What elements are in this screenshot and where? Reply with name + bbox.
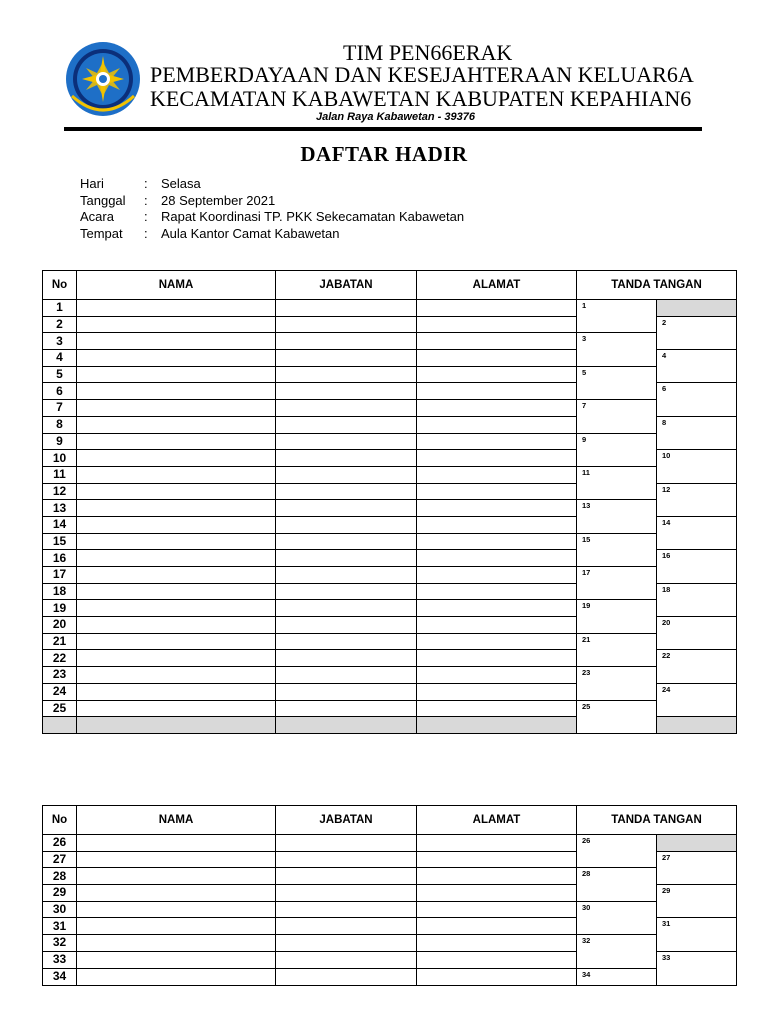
row-number: 15 [43,533,77,550]
jabatan-cell[interactable] [276,935,417,952]
nama-cell[interactable] [77,683,276,700]
row-number: 12 [43,483,77,500]
jabatan-cell[interactable] [276,483,417,500]
nama-cell[interactable] [77,416,276,433]
nama-cell[interactable] [77,935,276,952]
table-row [43,333,737,350]
table-row [43,533,737,550]
jabatan-cell[interactable] [276,683,417,700]
nama-cell[interactable] [77,918,276,935]
table-row [43,433,737,450]
signature-cell[interactable]: 10 [657,450,737,483]
info-key: Acara [80,209,114,224]
row-number: 23 [43,667,77,684]
row-number: 33 [43,951,77,968]
alamat-cell[interactable] [417,617,577,634]
signature-cell[interactable]: 4 [657,350,737,383]
table-row [43,300,737,317]
header-jabatan: JABATAN [276,806,417,835]
nama-cell[interactable] [77,333,276,350]
nama-cell[interactable] [77,433,276,450]
attendance-table-2 [42,805,737,986]
signature-cell[interactable]: 24 [657,683,737,716]
jabatan-cell[interactable] [276,516,417,533]
nama-cell[interactable] [77,450,276,467]
row-number: 10 [43,450,77,467]
signature-cell[interactable]: 25 [577,700,657,733]
alamat-cell[interactable] [417,350,577,367]
nama-cell[interactable] [77,951,276,968]
signature-shaded-cell [657,717,737,734]
alamat-cell[interactable] [417,583,577,600]
signature-cell[interactable]: 13 [577,500,657,533]
table-row [43,835,737,852]
info-value: Aula Kantor Camat Kabawetan [161,225,340,241]
alamat-cell[interactable] [417,700,577,717]
alamat-cell[interactable] [417,366,577,383]
table-row [43,500,737,517]
alamat-cell[interactable] [417,851,577,868]
table-row [43,667,737,684]
nama-cell[interactable] [77,300,276,317]
table-row [43,968,737,986]
document-title: DAFTAR HADIR [300,142,468,166]
jabatan-cell[interactable] [276,633,417,650]
row-number: 16 [43,550,77,567]
table-row [43,600,737,617]
jabatan-cell[interactable] [276,968,417,986]
row-number: 18 [43,583,77,600]
attendance-table-1 [42,270,737,734]
nama-cell[interactable] [77,633,276,650]
signature-shaded-cell [657,835,737,852]
signature-cell[interactable]: 23 [577,667,657,700]
row-number: 13 [43,500,77,517]
header-alamat: ALAMAT [417,271,577,300]
row-number: 21 [43,633,77,650]
signature-cell[interactable]: 1 [577,300,657,333]
row-number: 22 [43,650,77,667]
signature-cell[interactable]: 32 [577,935,657,968]
alamat-cell[interactable] [417,466,577,483]
nama-cell[interactable] [77,851,276,868]
signature-cell[interactable]: 21 [577,633,657,666]
header-nama: NAMA [77,271,276,300]
header-alamat: ALAMAT [417,806,577,835]
signature-cell[interactable]: 20 [657,617,737,650]
alamat-cell[interactable] [417,550,577,567]
alamat-cell[interactable] [417,416,577,433]
alamat-cell[interactable] [417,951,577,968]
info-sep: : [144,225,148,241]
footer-nama-cell [77,717,276,734]
nama-cell[interactable] [77,567,276,584]
jabatan-cell[interactable] [276,533,417,550]
alamat-cell[interactable] [417,316,577,333]
alamat-cell[interactable] [417,567,577,584]
org-line-2: PEMBERDAYAAN DAN KESEJAHTERAAN KELUAR6A [150,62,694,87]
nama-cell[interactable] [77,316,276,333]
alamat-cell[interactable] [417,516,577,533]
nama-cell[interactable] [77,650,276,667]
jabatan-cell[interactable] [276,617,417,634]
info-sep: : [144,209,148,224]
nama-cell[interactable] [77,885,276,902]
alamat-cell[interactable] [417,683,577,700]
jabatan-cell[interactable] [276,835,417,852]
nama-cell[interactable] [77,835,276,852]
info-key: Tanggal [80,192,126,208]
header-nama: NAMA [77,806,276,835]
jabatan-cell[interactable] [276,400,417,417]
row-number: 28 [43,868,77,885]
jabatan-cell[interactable] [276,450,417,467]
row-number: 24 [43,683,77,700]
header-no: No [43,271,77,300]
jabatan-cell[interactable] [276,500,417,517]
nama-cell[interactable] [77,583,276,600]
table-row [43,400,737,417]
row-number: 4 [43,350,77,367]
signature-cell[interactable]: 3 [577,333,657,366]
jabatan-cell[interactable] [276,901,417,918]
jabatan-cell[interactable] [276,383,417,400]
alamat-cell[interactable] [417,400,577,417]
row-number: 5 [43,366,77,383]
row-number: 14 [43,516,77,533]
signature-cell[interactable]: 17 [577,567,657,600]
row-number: 25 [43,700,77,717]
info-row-hari [80,176,464,193]
nama-cell[interactable] [77,400,276,417]
table-row [43,633,737,650]
nama-cell[interactable] [77,500,276,517]
signature-cell[interactable]: 33 [657,951,737,985]
table-row [43,366,737,383]
signature-cell[interactable]: 19 [577,600,657,633]
signature-cell[interactable]: 8 [657,416,737,449]
row-number: 1 [43,300,77,317]
alamat-cell[interactable] [417,667,577,684]
jabatan-cell[interactable] [276,650,417,667]
nama-cell[interactable] [77,700,276,717]
jabatan-cell[interactable] [276,951,417,968]
alamat-cell[interactable] [417,918,577,935]
row-number: 26 [43,835,77,852]
nama-cell[interactable] [77,366,276,383]
signature-cell[interactable]: 11 [577,466,657,499]
jabatan-cell[interactable] [276,851,417,868]
signature-cell[interactable]: 6 [657,383,737,416]
signature-cell[interactable]: 34 [577,968,657,986]
letterhead-rule [64,127,702,131]
alamat-cell[interactable] [417,650,577,667]
jabatan-cell[interactable] [276,416,417,433]
alamat-cell[interactable] [417,533,577,550]
signature-cell[interactable]: 9 [577,433,657,466]
info-row-tempat [80,226,464,243]
row-number: 2 [43,316,77,333]
nama-cell[interactable] [77,901,276,918]
jabatan-cell[interactable] [276,300,417,317]
info-key: Tempat [80,225,123,241]
info-value: 28 September 2021 [161,192,276,208]
table-header-row [43,806,737,835]
nama-cell[interactable] [77,350,276,367]
signature-cell[interactable]: 2 [657,316,737,349]
row-number: 27 [43,851,77,868]
info-sep: : [144,192,148,208]
jabatan-cell[interactable] [276,918,417,935]
signature-cell[interactable]: 27 [657,851,737,884]
jabatan-cell[interactable] [276,700,417,717]
row-number: 20 [43,617,77,634]
nama-cell[interactable] [77,550,276,567]
alamat-cell[interactable] [417,483,577,500]
signature-cell[interactable]: 28 [577,868,657,901]
nama-cell[interactable] [77,483,276,500]
alamat-cell[interactable] [417,433,577,450]
jabatan-cell[interactable] [276,333,417,350]
signature-cell[interactable]: 29 [657,885,737,918]
alamat-cell[interactable] [417,885,577,902]
header-no: No [43,806,77,835]
footer-no-cell [43,717,77,734]
signature-cell[interactable]: 26 [577,835,657,868]
jabatan-cell[interactable] [276,667,417,684]
nama-cell[interactable] [77,466,276,483]
nama-cell[interactable] [77,600,276,617]
signature-cell[interactable]: 31 [657,918,737,951]
jabatan-cell[interactable] [276,868,417,885]
info-row-acara [80,209,464,226]
signature-cell[interactable]: 18 [657,583,737,616]
table-row [43,935,737,952]
alamat-cell[interactable] [417,901,577,918]
signature-cell[interactable]: 7 [577,400,657,433]
org-line-1: TIM PEN66ERAK [343,40,513,65]
pkk-logo [64,38,142,120]
jabatan-cell[interactable] [276,366,417,383]
header-jabatan: JABATAN [276,271,417,300]
event-info [80,176,464,242]
footer-jabatan-cell [276,717,417,734]
alamat-cell[interactable] [417,835,577,852]
header-tanda-tangan: TANDA TANGAN [577,271,737,300]
alamat-cell[interactable] [417,450,577,467]
signature-cell[interactable]: 14 [657,516,737,549]
info-sep: : [144,176,148,191]
nama-cell[interactable] [77,868,276,885]
nama-cell[interactable] [77,383,276,400]
org-line-3: KECAMATAN KABAWETAN KABUPATEN KEPAHIAN6 [150,86,692,111]
jabatan-cell[interactable] [276,466,417,483]
row-number: 9 [43,433,77,450]
jabatan-cell[interactable] [276,350,417,367]
signature-cell[interactable]: 12 [657,483,737,516]
alamat-cell[interactable] [417,383,577,400]
row-number: 31 [43,918,77,935]
alamat-cell[interactable] [417,935,577,952]
row-number: 3 [43,333,77,350]
row-number: 8 [43,416,77,433]
jabatan-cell[interactable] [276,600,417,617]
alamat-cell[interactable] [417,968,577,986]
nama-cell[interactable] [77,968,276,986]
alamat-cell[interactable] [417,868,577,885]
table-row [43,567,737,584]
footer-alamat-cell [417,717,577,734]
row-number: 29 [43,885,77,902]
row-number: 17 [43,567,77,584]
org-address: Jalan Raya Kabawetan - 39376 [316,111,475,123]
alamat-cell[interactable] [417,633,577,650]
row-number: 34 [43,968,77,986]
jabatan-cell[interactable] [276,316,417,333]
row-number: 11 [43,466,77,483]
row-number: 6 [43,383,77,400]
alamat-cell[interactable] [417,500,577,517]
jabatan-cell[interactable] [276,583,417,600]
signature-cell[interactable]: 30 [577,901,657,934]
jabatan-cell[interactable] [276,550,417,567]
table-row [43,700,737,717]
info-value: Selasa [161,176,201,191]
nama-cell[interactable] [77,533,276,550]
alamat-cell[interactable] [417,600,577,617]
signature-cell[interactable]: 16 [657,550,737,583]
jabatan-cell[interactable] [276,885,417,902]
table-row [43,868,737,885]
signature-cell[interactable]: 5 [577,366,657,399]
row-number: 7 [43,400,77,417]
row-number: 19 [43,600,77,617]
info-key: Hari [80,176,104,191]
jabatan-cell[interactable] [276,567,417,584]
signature-cell[interactable]: 15 [577,533,657,566]
signature-cell[interactable]: 22 [657,650,737,683]
row-number: 32 [43,935,77,952]
nama-cell[interactable] [77,617,276,634]
alamat-cell[interactable] [417,333,577,350]
jabatan-cell[interactable] [276,433,417,450]
table-row [43,466,737,483]
info-row-tanggal [80,193,464,210]
nama-cell[interactable] [77,516,276,533]
alamat-cell[interactable] [417,300,577,317]
row-number: 30 [43,901,77,918]
nama-cell[interactable] [77,667,276,684]
info-value: Rapat Koordinasi TP. PKK Sekecamatan Kabawetan [161,209,465,224]
table-row [43,901,737,918]
header-tanda-tangan: TANDA TANGAN [577,806,737,835]
table-header-row [43,271,737,300]
signature-shaded-cell [657,300,737,317]
